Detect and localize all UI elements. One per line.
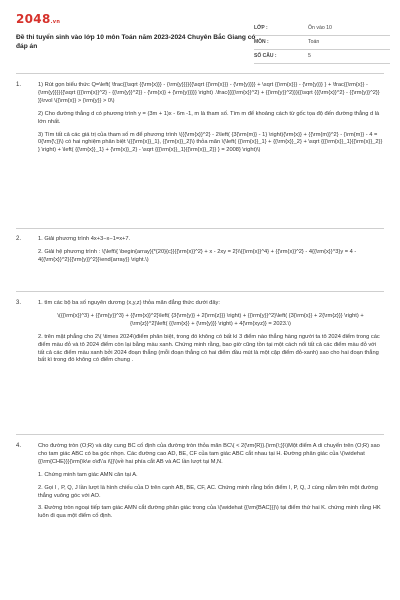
question-part: 3) Tìm tất cả các giá trị của tham số m để phương trình \({{\rm{x}}^2} - 2\left( {3{\rm{m}} - 1} \right){\rm{x}} + {{\rm{m}}^2} - {\rm{m}} - 4 = 0{\rm{\;}}\) có hai nghiệm phân biệt \({{\rm{x}}_1}, {{\rm{x}}_2}\) thỏa mãn \(\left( {{\rm{x}}_1} + {{\rm{x}}_2} + \sqrt {{{\rm{x}}_1}{{\rm{x}}_2}} } \right) + \left( {{\rm{x}}_1} + {\rm{x}}_2} - \sqrt {{{\rm{x}}_1}{{\rm{x}}_2}} } = 2008} \right)\) bbox=[38, 131, 383, 154]
exam-header bbox=[16, 10, 388, 68]
exam-meta-table bbox=[254, 22, 390, 64]
meta-row-class bbox=[254, 22, 390, 36]
meta-key: SỐ CÂU : bbox=[254, 53, 277, 59]
question-part: 1. tìm các bộ ba số nguyên dương (x,y,z) thỏa mãn đẳng thức dưới đây: bbox=[38, 300, 220, 306]
question-part: 1. Chứng minh tam giác AMN cân tại A. bbox=[38, 471, 138, 478]
meta-key: MÔN : bbox=[254, 39, 269, 45]
meta-row-count bbox=[254, 50, 390, 64]
question-part: 2) Cho đường thẳng d có phương trình y = (3m + 1)x - 6m -1, m là tham số. Tìm m để khoảng cách từ gốc tọa độ đến đường thẳng d là lớn nhất. bbox=[38, 110, 380, 125]
question-part: 3. Đường tròn ngoại tiếp tam giác AMN cắt đường phân giác trong của \(\widehat {{\rm{BAC}}}\) tại điểm thứ hai K. chứng minh rằng HK luôn đi qua một điểm cố định. bbox=[38, 505, 381, 520]
divider bbox=[16, 291, 384, 292]
logo-tld: .vn bbox=[50, 19, 61, 25]
question-number: 3. bbox=[16, 300, 22, 306]
meta-value: Ôn vào 10 bbox=[308, 25, 332, 31]
question-part: 2. Gọi I , P, Q, J lần lượt là hình chiếu của D trên cạnh AB, BE, CF, AC. Chứng minh rằng bốn điểm I, P, Q, J cùng nằm trên một đường thẳng vuông góc với AO. bbox=[38, 484, 378, 499]
question-number: 2. bbox=[16, 236, 22, 242]
question-part: 2. trên mặt phẳng cho 2\( \times 2024\)điểm phân biệt, trong đó không có bất kì 3 điểm nào thẳng hàng người ta tô 2024 điểm trong các điểm màu đỏ và tô 2024 điểm còn lại bằng màu xanh. Chứng minh rằng, bao giờ cũng tồn tại một cách nối tất cả các điểm màu đỏ với tất cả các điểm màu xanh bởi 2024 đoạn thẳng (mỗi đoạn thẳng có hai điểm đầu mút là một cặp điểm đỏ-xanh) sao cho hai đoạn thẳng bất kì trong đó không có điểm chung . bbox=[38, 333, 380, 364]
question-body bbox=[38, 443, 383, 526]
meta-value: Toán bbox=[308, 39, 320, 45]
question-number: 4. bbox=[16, 443, 22, 449]
question-part: 1. Giải phương trình 4x+3−x−1=x+7. bbox=[38, 236, 131, 242]
question-part: 1) Rút gọn biểu thức Q=\left( \frac{{\sqrt {{\rm{x}}} - {\rm{y}}}}{{\sqrt {{\rm{x}}} - {\rm{y}}}} + \sqrt {{\rm{x}}} - {\rm{y}}} } + \frac{{\rm{x}} - {\rm{y}}}}{{\sqrt {{{\rm{x}}^2} - {{\rm{y}}^2}} - {\rm{x}} + {\rm{y}}}}} \right) .\frac{{{{\rm{x}}^2} + {{\rm{y}}^2}}}{{\sqrt {{{\rm{x}}^2} - {{\rm{y}}^2}} }}\rvol \({\rm{x}} > {\rm{y}} > 0\) bbox=[38, 82, 380, 104]
logo-text: 2048 bbox=[16, 12, 51, 26]
meta-key: LỚP : bbox=[254, 25, 268, 31]
question-formula: \({{\rm{x}}^3} + {{\rm{y}}^3} + {{\rm{x}}^2}\left( {3{\rm{y}} + 2{\rm{z}}} \right) + {{\rm{y}}^2}\left( {3{\rm{x}} + 2{\rm{z}}} \right) + {\rm{z}}^2}\left( {{\rm{x}} + {\rm{y}}} \right) + 4{\rm{xyz}} = 2023.\) bbox=[57, 312, 364, 327]
question-body bbox=[38, 300, 383, 370]
divider bbox=[16, 434, 384, 435]
question-number: 1. bbox=[16, 82, 22, 88]
divider bbox=[16, 73, 384, 74]
site-logo[interactable] bbox=[16, 12, 60, 26]
question-body bbox=[38, 82, 383, 160]
exam-title: Đề thi tuyển sinh vào lớp 10 môn Toán năm 2023-2024 Chuyên Bắc Giang có đáp án bbox=[16, 34, 256, 50]
question-part: 2. Giải hệ phương trình : \(\left\{ \begin{array}{*{20}{c}}{{\rm{x}}^2} + x - 2xy = 2}\\{{\rm{x}}^4} + {{\rm{x}}^2} - 4{{\rm{x}}^3}y = 4 - 4{{\rm{x}}^2}{{\rm{y}}^2}}\end{array}} \right.\) bbox=[38, 248, 357, 263]
question-part: Cho đường tròn (O;R) và dây cung BC cố định của đường tròn thỏa mãn BC\( < 2{\rm{R}}.{\rm{\;}}\)Một điểm A di chuyển trên (O;R) sao cho tam giác ABC có ba góc nhọn. Các đường cao AD, BE, CF của tam giác ABC cắt nhau tại H. Đường phân giác của \(\widehat {{\rm{CHE}}}{\rm{\k\e o\đ\'a i\}}\)về hai phía cắt AB và AC lần lượt tại M,N. bbox=[38, 443, 380, 465]
question-body bbox=[38, 236, 383, 270]
divider bbox=[16, 228, 384, 229]
meta-row-subject bbox=[254, 36, 390, 50]
meta-value: 5 bbox=[308, 53, 311, 59]
